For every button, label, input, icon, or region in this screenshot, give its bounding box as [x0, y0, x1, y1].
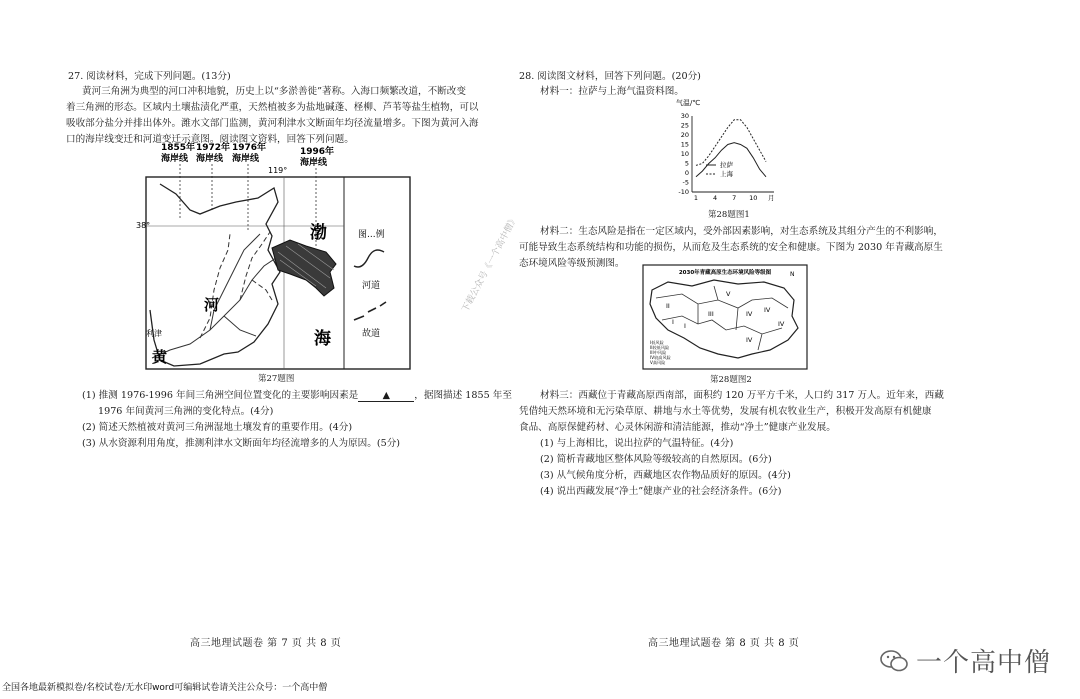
label-he: 河 [204, 296, 220, 314]
label-lijin: 利津 [146, 329, 162, 338]
svg-text:IV: IV [746, 310, 753, 318]
q27-question-3: (3) 从水资源利用角度，推测利津水文断面年均径流增多的人为原因。(5分) [82, 438, 401, 449]
label-1972: 1972年 [196, 143, 231, 153]
temperature-chart [670, 96, 782, 204]
label-huang: 黄 [152, 348, 168, 366]
q28-title: 28. 阅读图文材料，回答下列问题。(20分) [519, 71, 701, 82]
q27-title: 27. 阅读材料，完成下列问题。(13分) [68, 71, 231, 82]
tibet-risk-map [642, 264, 808, 370]
legend-title: 图...例 [358, 230, 385, 240]
q28-question-4: (4) 说出西藏发展“净土”健康产业的社会经济条件。(6分) [540, 486, 782, 497]
q28-material-2-line2: 可能导致生态系统结构和功能的损伤，从而危及生态系统的安全和健康。下图为 2030 年青藏高原生 [519, 242, 943, 253]
q28-question-3: (3) 从气候角度分析，西藏地区农作物品质好的原因。(4分) [540, 470, 791, 481]
svg-text:IV: IV [746, 336, 753, 344]
label-1855-shore: 海岸线 [161, 154, 189, 164]
svg-text:IV: IV [778, 320, 785, 328]
chart1-ytick: 25 [680, 121, 689, 130]
chart1-ytick: 0 [684, 169, 689, 177]
label-1976: 1976年 [232, 143, 267, 153]
q28-material-3-line1: 材料三：西藏位于青藏高原西南部，面积约 120 万平方千米，人口约 317 万人。近年来，西藏 [540, 390, 944, 401]
series-line-shanghai [696, 120, 766, 166]
q27-question-1a: (1) 推测 1976-1996 年间三角洲空间位置变化的主要影响因素是 ▲ ，据图描述 1855 年至 [82, 390, 512, 401]
svg-text:II: II [666, 302, 670, 310]
chart1-ytick: -10 [678, 188, 689, 196]
chart1-ytick: -5 [682, 178, 689, 187]
map2-title: 2030年青藏高原生态环境风险等级图 [678, 270, 772, 276]
bottom-note: 全国各地最新模拟卷/名校试卷/无水印word可编辑试卷请关注公众号：一个高中僧 [2, 683, 328, 693]
label-bohai: 渤 [310, 223, 327, 243]
yellow-river-delta-map [136, 140, 415, 372]
q27-question-2: (2) 简述天然植被对黄河三角洲湿地土壤发育的重要作用。(4分) [82, 422, 353, 433]
q28-material-3-line2: 凭借纯天然环境和无污染草原、耕地与水土等优势，发展有机农牧业生产，积极开发高原有机健康 [519, 406, 932, 417]
watermark: 下载公众号《一个高中僧》 [460, 214, 521, 315]
q28-question-2: (2) 简析青藏地区整体风险等级较高的自然原因。(6分) [540, 454, 772, 465]
label-1996-shore: 海岸线 [300, 158, 328, 168]
q28-material-2-line3: 态环境风险等级预测图。 [519, 258, 625, 269]
label-1976-shore: 海岸线 [232, 154, 260, 164]
chart1-ytick: 15 [680, 140, 689, 149]
svg-text:III: III [708, 310, 714, 318]
q27-para-1: 黄河三角洲为典型的河口冲积地貌，历史上以“多淤善徙”著称。入海口频繁改道，不断改变 [82, 86, 466, 97]
chart1-xtick: 10 [749, 194, 758, 202]
right-footer: 高三地理试题卷 第 8 页 共 8 页 [648, 638, 800, 649]
chart1-ytick: 30 [680, 112, 689, 120]
legend-river: 河道 [362, 281, 381, 291]
brand-name: 一个高中僧 [916, 648, 1052, 678]
label-lat: 38° [136, 221, 151, 230]
svg-text:I低风险: I低风险 [650, 340, 664, 345]
svg-text:I: I [684, 322, 686, 330]
label-hai: 海 [314, 329, 331, 349]
svg-text:V: V [726, 290, 731, 298]
svg-text:I: I [672, 318, 674, 326]
label-1972-shore: 海岸线 [196, 154, 224, 164]
chart1-xtick: 4 [713, 194, 718, 202]
fig28-1-caption: 第28题图1 [708, 210, 750, 220]
brand-logo [880, 642, 1051, 679]
chart1-xunit: 月 [768, 194, 775, 202]
north-arrow-icon: N [790, 271, 795, 278]
label-1855: 1855年 [161, 143, 196, 153]
legend-shanghai: 上海 [720, 170, 733, 178]
svg-text:V高风险: V高风险 [650, 360, 666, 365]
legend-old-channel: 故道 [362, 329, 381, 339]
label-1996: 1996年 [300, 147, 335, 157]
fig28-2-caption: 第28题图2 [710, 375, 752, 385]
chart1-ylabel: 气温/℃ [676, 99, 701, 107]
q28-question-1: (1) 与上海相比，说出拉萨的气温特征。(4分) [540, 438, 734, 449]
q27-para-3: 吸收部分盐分并排出体外。潍水文部门监测，黄河利津水文断面年均径流量增多。下图为黄河入海 [66, 118, 479, 129]
q28-material-1: 材料一：拉萨与上海气温资料图。 [540, 86, 684, 97]
chart1-ytick: 10 [680, 150, 689, 158]
chart1-xtick: 1 [693, 194, 699, 202]
q27-para-4: 口的海岸线变迁和河道变迁示意图。阅读图文资料，回答下列问题。 [66, 134, 354, 145]
svg-text:IV: IV [764, 306, 771, 314]
chart1-ytick: 5 [684, 159, 689, 168]
chart1-ytick: 20 [680, 131, 689, 139]
svg-text:IV较高风险: IV较高风险 [650, 355, 671, 360]
svg-text:III中风险: III中风险 [650, 350, 667, 355]
chart1-xtick: 7 [732, 194, 737, 202]
wechat-icon [880, 649, 908, 673]
label-lon: 119° [268, 166, 288, 175]
left-footer: 高三地理试题卷 第 7 页 共 8 页 [190, 638, 342, 649]
q27-para-2: 着三角洲的形态。区域内土壤盐渍化严重，天然植被多为盐地碱蓬、柽柳、芦苇等盐生植物，可以 [66, 102, 479, 113]
svg-text:II较低风险: II较低风险 [650, 345, 670, 350]
q27-question-1b: 1976 年间黄河三角洲的变化特点。(4分) [98, 406, 274, 417]
legend-lhasa: 拉萨 [720, 161, 733, 169]
fig27-caption: 第27题图 [258, 374, 295, 384]
q28-material-2-line1: 材料二：生态风险是指在一定区域内，受外部因素影响，对生态系统及其组分产生的不利影响， [540, 226, 943, 237]
q28-material-3-line3: 食品、高原保健药材、心灵休闲游和清洁能源，推动“净土”健康产业发展。 [519, 422, 836, 433]
